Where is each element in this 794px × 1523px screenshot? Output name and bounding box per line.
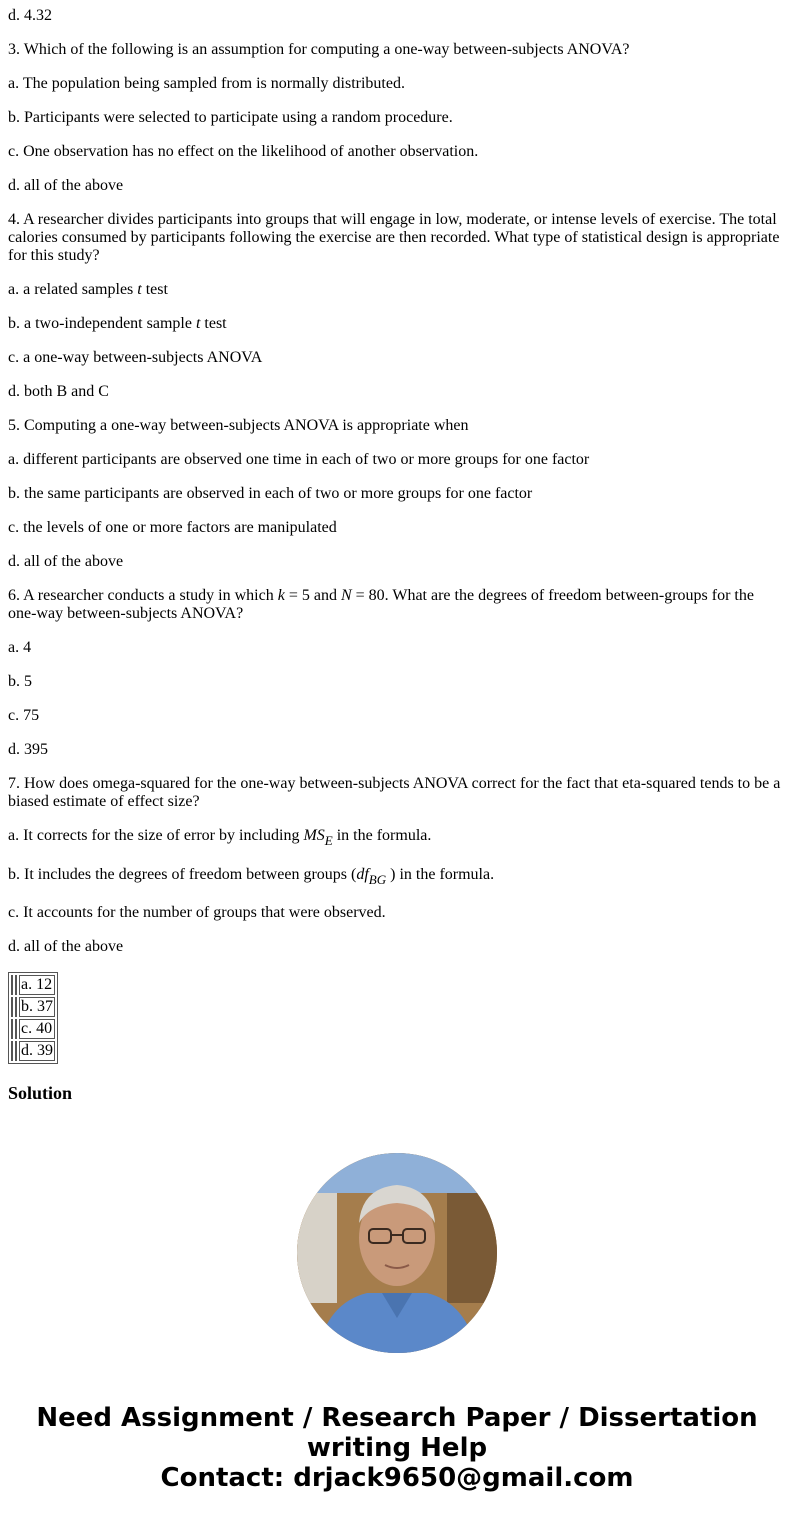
contact-banner (0, 1403, 794, 1493)
table-row (11, 975, 55, 995)
q5-option-d: d. all of the above (8, 553, 124, 570)
q7-option-d: d. all of the above (8, 938, 124, 955)
q7-option-c: c. It accounts for the number of groups that were observed. (8, 904, 386, 921)
q6-option-d: d. 395 (8, 741, 48, 758)
table-cell: d. 39 (21, 1042, 53, 1059)
option-text: d. 4.32 (8, 7, 52, 24)
banner-line-1: Need Assignment / Research Paper / Dissertation (36, 1403, 758, 1433)
q3-option-b: b. Participants were selected to participate using a random procedure. (8, 109, 453, 126)
q4-option-b: b. a two-independent sample t test (8, 315, 227, 332)
table-row (11, 997, 55, 1017)
question-3: 3. Which of the following is an assumption for computing a one-way between-subjects ANOVA? (8, 41, 630, 58)
q3-option-a: a. The population being sampled from is normally distributed. (8, 75, 405, 92)
q4-option-d: d. both B and C (8, 383, 109, 400)
q6-option-c: c. 75 (8, 707, 40, 724)
table-cell: c. 40 (19, 1019, 55, 1039)
question-4: 4. A researcher divides participants into groups that will engage in low, moderate, or intense levels of exercise. The total calories consumed by participants following the exercise are then recorded. What type of statistical design is appropriate for this study? (8, 211, 780, 264)
q5-option-b: b. the same participants are observed in each of two or more groups for one factor (8, 485, 533, 502)
table-row (11, 1041, 55, 1061)
q4-option-c: c. a one-way between-subjects ANOVA (8, 349, 263, 366)
q4-option-a: a. a related samples t test (8, 281, 168, 298)
table-row (11, 1019, 55, 1039)
q3-option-c: c. One observation has no effect on the likelihood of another observation. (8, 143, 479, 160)
question-7: 7. How does omega-squared for the one-way between-subjects ANOVA correct for the fact that eta-squared tends to be a biased estimate of effect size? (8, 775, 781, 810)
q5-option-c: c. the levels of one or more factors are manipulated (8, 519, 337, 536)
options-table (8, 972, 58, 1064)
q3-option-d: d. all of the above (8, 177, 124, 194)
question-5: 5. Computing a one-way between-subjects ANOVA is appropriate when (8, 417, 469, 434)
q7-option-a: a. It corrects for the size of error by including $MS_E$ in the formula. (8, 827, 432, 848)
q5-option-a: a. different participants are observed one time in each of two or more groups for one factor (8, 451, 590, 468)
solution-heading: Solution (8, 1083, 73, 1103)
q7-option-b: b. It includes the degrees of freedom between groups ($df_{BG}$ ) in the formula. (8, 866, 495, 887)
person-portrait-icon (297, 1153, 497, 1353)
q6-option-a: a. 4 (8, 639, 32, 656)
table-cell: b. 37 (21, 998, 53, 1015)
table-cell: a. 12 (19, 975, 55, 995)
author-photo (297, 1153, 497, 1353)
q6-option-b: b. 5 (8, 673, 32, 690)
banner-line-2: writing Help (306, 1433, 488, 1463)
question-6: 6. A researcher conducts a study in which k = 5 and N = 80. What are the degrees of freedom between-groups for the one-way between-subjects ANOVA? (8, 587, 754, 622)
banner-contact: Contact: drjack9650@gmail.com (160, 1463, 634, 1493)
